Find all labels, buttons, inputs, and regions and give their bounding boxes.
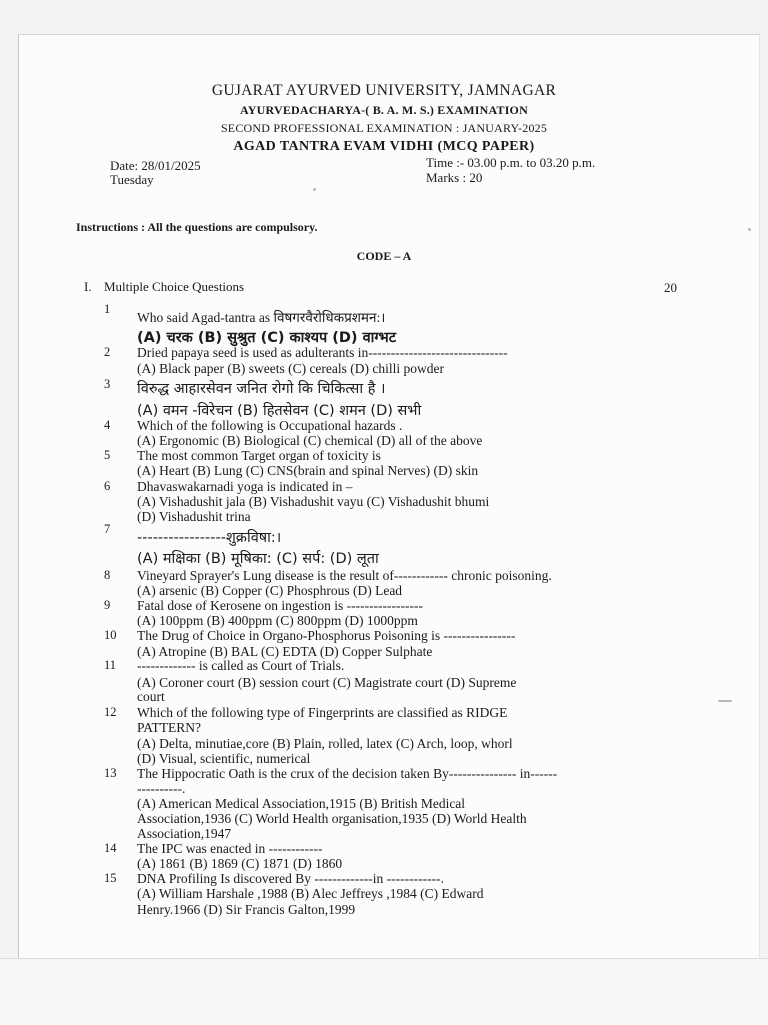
section-title: Multiple Choice Questions [104,279,245,294]
question-number: 12 [104,705,117,719]
exam-marks: Marks : 20 [426,170,483,185]
question-options: (A) Heart (B) Lung (C) CNS(brain and spinal Nerves) (D) skin [137,463,479,478]
question-text: विरुद्ध आहारसेवन जनित रोगो कि चिकित्सा है । [137,381,386,397]
question-options: (A) मक्षिका (B) मूषिका: (C) सर्प: (D) लूता [137,551,379,567]
question-options: court [137,689,165,704]
section-marks: 20 [664,280,677,295]
question-number: 7 [104,522,111,536]
question-text: PATTERN? [137,720,202,735]
question-text: The most common Target organ of toxicity is [137,448,381,463]
question-text: Vineyard Sprayer's Lung disease is the result of------------ chronic poisoning. [137,568,552,583]
question-options: (D) Visual, scientific, numerical [137,751,311,766]
exam-subtitle: SECOND PROFESSIONAL EXAMINATION : JANUARY-2025 [220,121,548,135]
question-options: (A) Delta, minutiae,core (B) Plain, rolled, latex (C) Arch, loop, whorl [137,736,513,751]
question-text: Dhavaswakarnadi yoga is indicated in – [137,479,353,494]
question-number: 6 [104,479,111,493]
question-options: (A) Vishadushit jala (B) Vishadushit vayu (C) Vishadushit bhumi [137,494,490,509]
question-options: (A) 100ppm (B) 400ppm (C) 800ppm (D) 1000ppm [137,613,418,628]
question-text: Dried papaya seed is used as adulterants in------------------------------- [137,345,508,360]
question-number: 15 [104,871,117,885]
question-number: 13 [104,766,117,780]
instructions: Instructions : All the questions are compulsory. [76,220,318,234]
question-number: 11 [104,658,117,672]
question-options: (A) Atropine (B) BAL (C) EDTA (D) Copper Sulphate [137,644,433,659]
exam-title: AYURVEDACHARYA-( B. A. M. S.) EXAMINATION [240,103,528,117]
question-options: (A) William Harshale ,1988 (B) Alec Jeffreys ,1984 (C) Edward [137,886,484,901]
question-text: The Drug of Choice in Organo-Phosphorus Poisoning is ---------------- [137,628,516,643]
question-options: (A) वमन -विरेचन (B) हितसेवन (C) शमन (D) सभी [137,403,422,419]
university-title: GUJARAT AYURVED UNIVERSITY, JAMNAGAR [211,82,557,99]
question-options: (A) चरक (B) सुश्रुत (C) काश्यप (D) वाग्भट [137,330,397,346]
question-options: (A) Black paper (B) sweets (C) cereals (D) chilli powder [137,361,445,376]
question-number: 10 [104,628,117,642]
question-number: 9 [104,598,111,612]
question-text: Who said Agad-tantra as विषगरवैरोधिकप्रशमन:। [137,310,386,325]
question-number: 14 [104,841,117,855]
next-sheet-edge [0,958,768,1025]
question-text: ------------- is called as Court of Trials. [137,658,345,673]
question-text: DNA Profiling Is discovered By -------------in ------------. [137,871,444,886]
question-text: Which of the following is Occupational hazards . [137,418,403,433]
question-number: 1 [104,302,111,316]
question-number: 4 [104,418,111,432]
question-options: (A) 1861 (B) 1869 (C) 1871 (D) 1860 [137,856,343,871]
question-options: Association,1947 [137,826,232,841]
question-number: 2 [104,345,111,359]
question-text: Which of the following type of Fingerprints are classified as RIDGE [137,705,508,720]
question-number: 3 [104,377,111,391]
scan-speck [313,188,316,191]
paper-code: CODE – A [356,249,412,263]
paper-subject: AGAD TANTRA EVAM VIDHI (MCQ PAPER) [233,139,535,154]
question-options: Association,1936 (C) World Health organisation,1935 (D) World Health [137,811,527,826]
question-number: 5 [104,448,111,462]
question-text: -----------------शुक्रविषा:। [137,530,282,546]
scan-mark [718,700,732,702]
question-text: ----------. [137,781,186,796]
scan-speck [748,228,751,231]
question-options: (A) arsenic (B) Copper (C) Phosphrous (D) Lead [137,583,403,598]
section-number: I. [84,279,92,294]
question-text: The IPC was enacted in ------------ [137,841,323,856]
question-number: 8 [104,568,111,582]
question-text: The Hippocratic Oath is the crux of the decision taken By--------------- in------ [137,766,558,781]
question-options: (D) Vishadushit trina [137,509,251,524]
question-options: (A) Coroner court (B) session court (C) Magistrate court (D) Supreme [137,675,517,690]
question-options: Henry.1966 (D) Sir Francis Galton,1999 [137,902,356,917]
question-text: Fatal dose of Kerosene on ingestion is ----------------- [137,598,424,613]
exam-date: Date: 28/01/2025 [110,158,201,173]
exam-time: Time :- 03.00 p.m. to 03.20 p.m. [426,155,596,170]
question-options: (A) Ergonomic (B) Biological (C) chemical (D) all of the above [137,433,483,448]
question-options: (A) American Medical Association,1915 (B) British Medical [137,796,466,811]
exam-day: Tuesday [110,172,154,187]
